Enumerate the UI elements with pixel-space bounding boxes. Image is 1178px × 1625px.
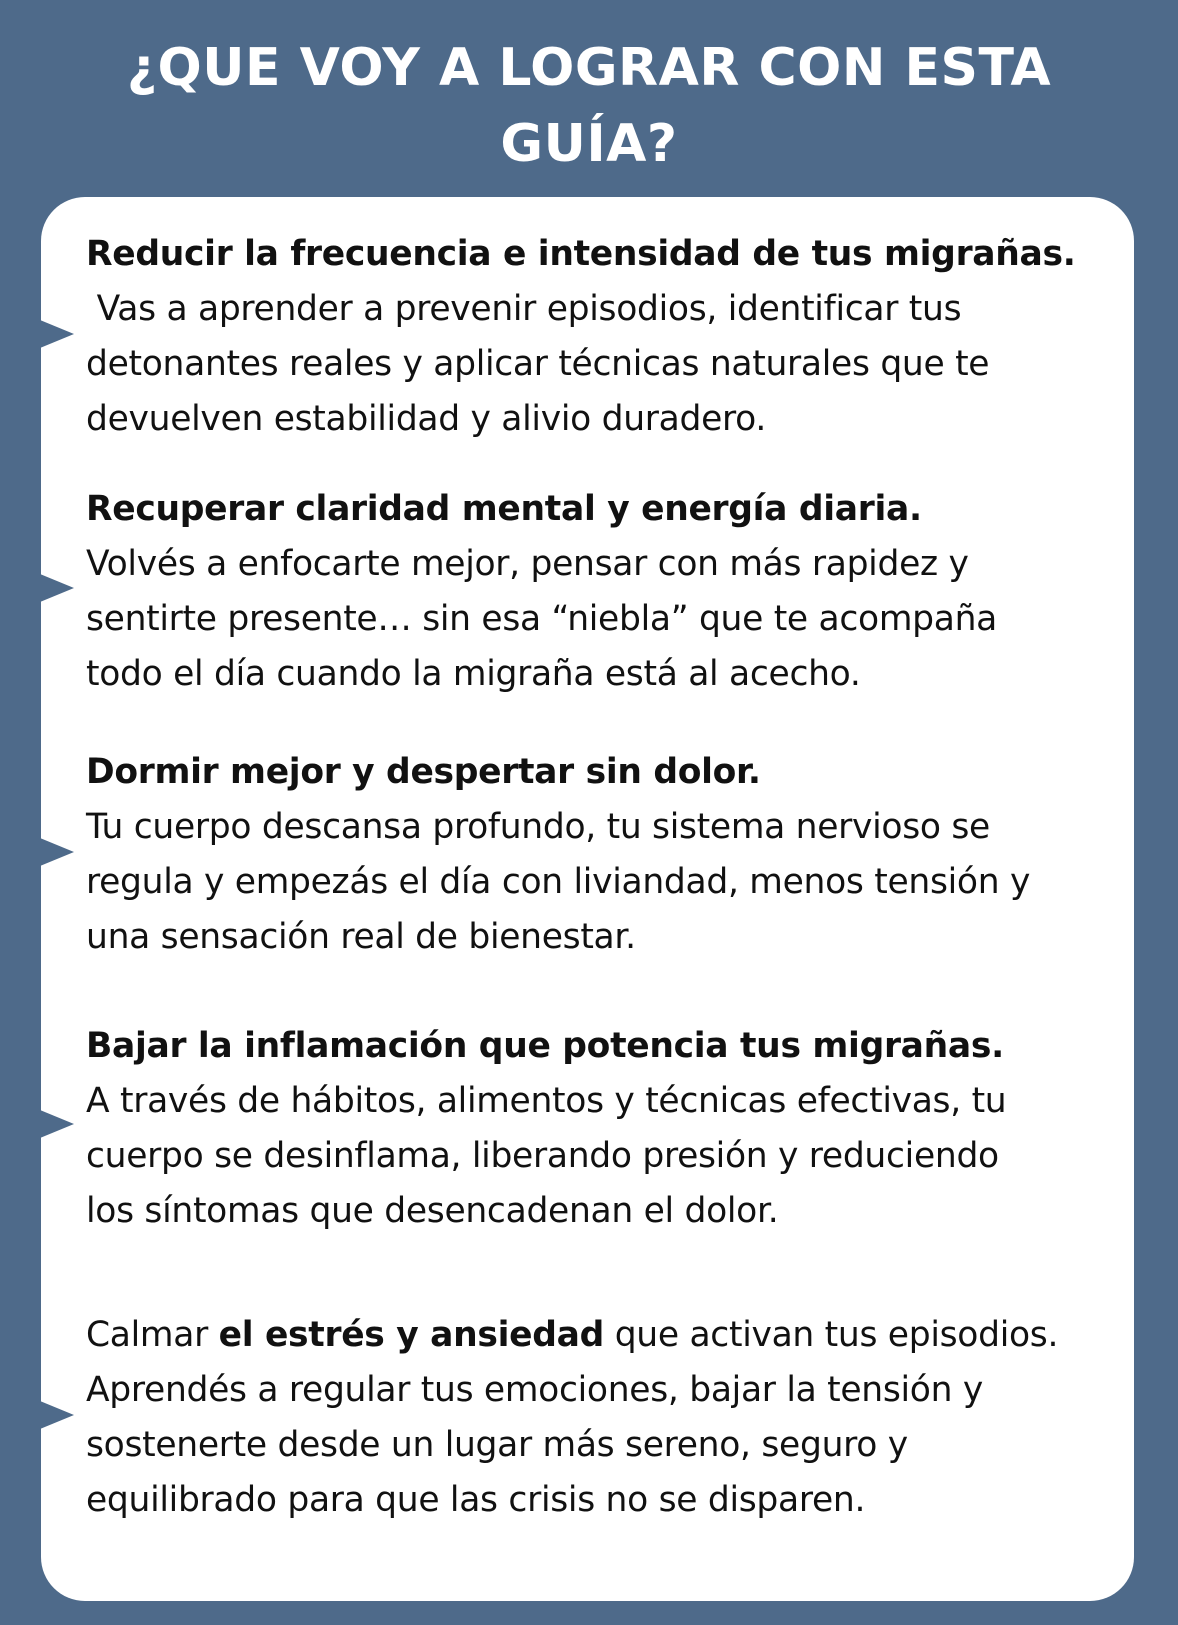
benefit-line: devuelven estabilidad y alivio duradero. — [86, 399, 767, 439]
benefit-heading-bold: el estrés y ansiedad — [218, 1315, 605, 1355]
arrow-marker-icon — [40, 1401, 74, 1429]
benefit-line: equilibrado para que las crisis no se disparen. — [86, 1480, 866, 1520]
benefit-heading: Dormir mejor y despertar sin dolor. — [86, 752, 761, 792]
benefit-text — [86, 482, 1156, 702]
benefit-heading: Recuperar claridad mental y energía diaria. — [86, 489, 922, 529]
benefit-heading: Bajar la inflamación que potencia tus migrañas. — [86, 1026, 1004, 1066]
benefit-heading-pre: Calmar — [86, 1315, 219, 1355]
benefit-text — [86, 1019, 1156, 1239]
benefits-card — [41, 197, 1134, 1601]
benefit-text — [86, 227, 1156, 447]
benefit-line: una sensación real de bienestar. — [86, 917, 636, 957]
benefit-line: Tu cuerpo descansa profundo, tu sistema nervioso se — [86, 807, 990, 847]
benefit-text — [86, 745, 1156, 965]
benefit-line: todo el día cuando la migraña está al acecho. — [86, 654, 861, 694]
arrow-marker-icon — [40, 838, 74, 866]
arrow-marker-icon — [40, 1110, 74, 1138]
benefit-line: A través de hábitos, alimentos y técnicas efectivas, tu — [86, 1081, 1007, 1121]
benefit-line: los síntomas que desencadenan el dolor. — [86, 1191, 779, 1231]
arrow-marker-icon — [40, 574, 74, 602]
benefit-line: Volvés a enfocarte mejor, pensar con más rapidez y — [86, 544, 969, 584]
benefit-text — [86, 1308, 1156, 1528]
benefit-heading — [86, 1308, 1156, 1363]
benefit-heading-post: que activan tus episodios. — [604, 1315, 1059, 1355]
benefit-line: detonantes reales y aplicar técnicas naturales que te — [86, 344, 990, 384]
benefit-line: sostenerte desde un lugar más sereno, seguro y — [86, 1425, 908, 1465]
benefit-line: sentirte presente… sin esa “niebla” que te acompaña — [86, 599, 997, 639]
benefit-line: regula y empezás el día con liviandad, menos tensión y — [86, 862, 1031, 902]
benefit-line: Aprendés a regular tus emociones, bajar la tensión y — [86, 1370, 983, 1410]
benefit-line: Vas a aprender a prevenir episodios, identificar tus — [86, 289, 962, 329]
arrow-marker-icon — [40, 320, 74, 348]
benefit-line: cuerpo se desinflama, liberando presión y reduciendo — [86, 1136, 999, 1176]
page-title — [0, 30, 1178, 182]
title-line-2: GUÍA? — [500, 114, 678, 174]
title-line-1: ¿QUE VOY A LOGRAR CON ESTA — [126, 38, 1052, 98]
benefit-heading: Reducir la frecuencia e intensidad de tus migrañas. — [86, 234, 1076, 274]
